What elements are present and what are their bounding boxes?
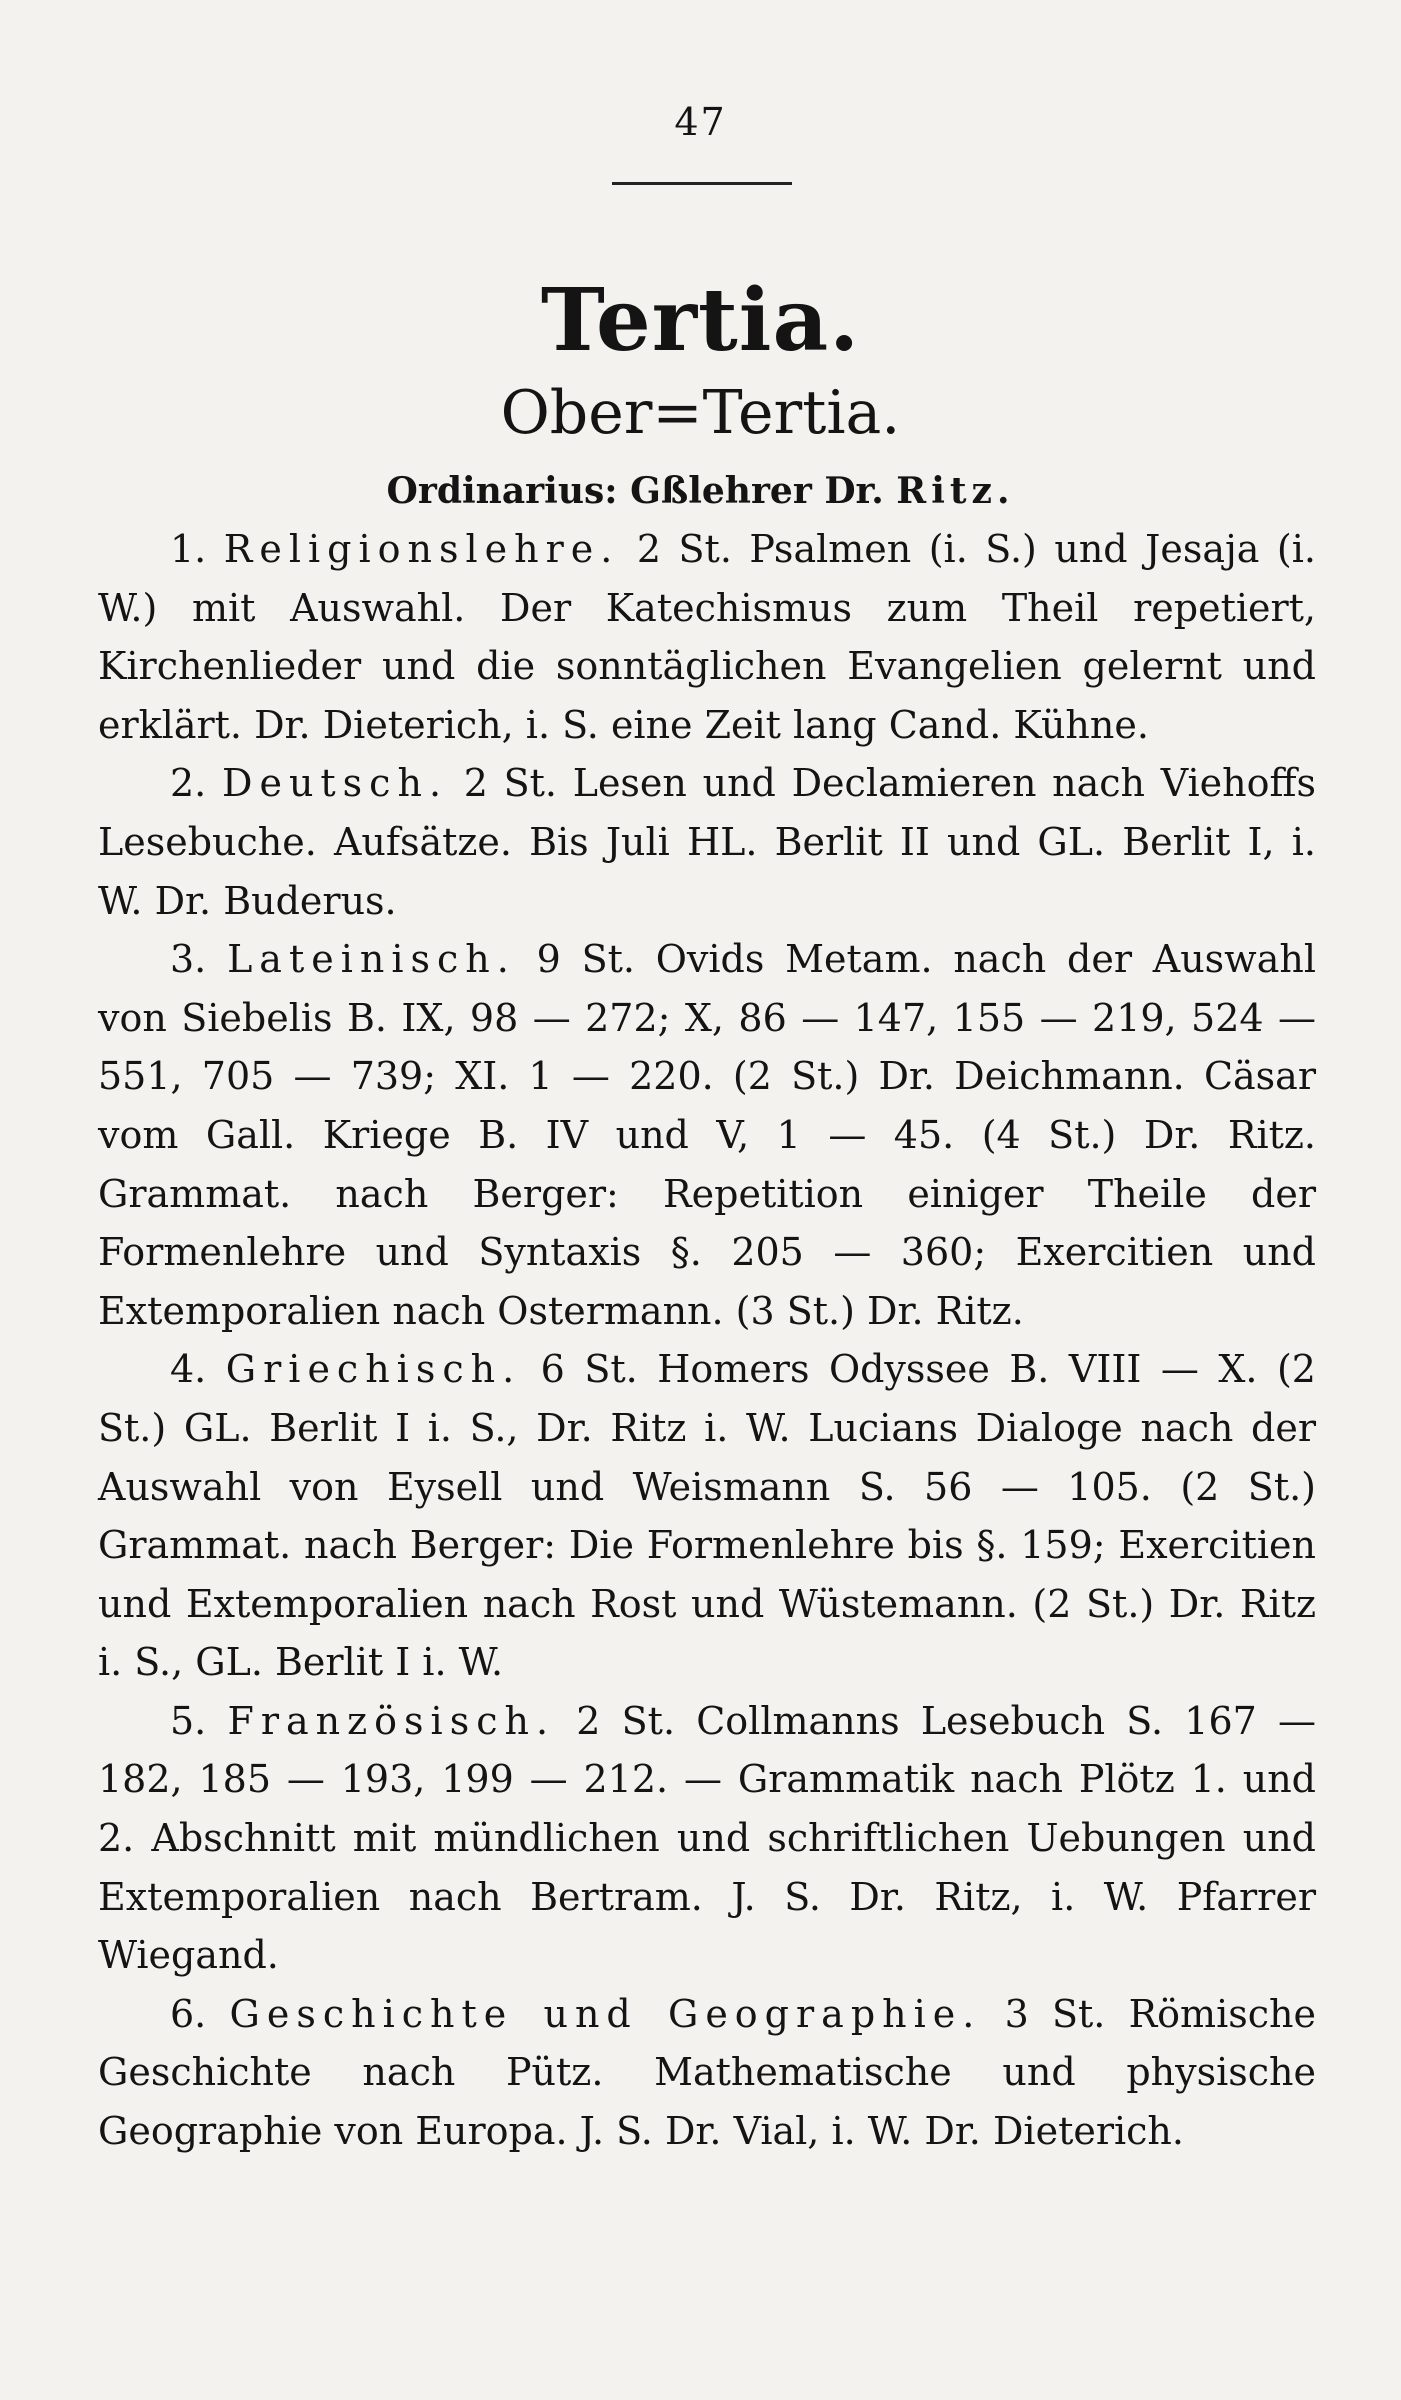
- page-header: [0, 100, 1401, 144]
- subject-text: 2 St. Collmanns Lesebuch S. 167 — 182, 185 — 193, 199 — 212. — Grammatik nach Plötz 1. und 2. Abschnitt mit mündlichen und schriftlichen Uebungen und Extemporalien nach Bertram. J. S. Dr. Ritz, i. W. Pfarrer Wiegand.: [98, 1698, 1316, 1978]
- section-subtitle: Ober=Tertia.: [500, 378, 901, 448]
- subject-paragraph: [98, 1985, 1316, 2161]
- subject-name: Religionslehre.: [223, 527, 620, 571]
- ordinarius-label: Ordinarius:: [386, 470, 618, 512]
- subject-number: 5.: [170, 1698, 207, 1743]
- subject-number: 6.: [170, 1991, 207, 2036]
- ordinarius-line: [0, 470, 1401, 512]
- header-rule: [612, 182, 792, 185]
- page-number: 47: [674, 100, 727, 144]
- document-body: [98, 520, 1316, 2161]
- subject-text: 9 St. Ovids Metam. nach der Auswahl von Siebelis B. IX, 98 — 272; X, 86 — 147, 155 — 219, 524 — 551, 705 — 739; XI. 1 — 220. (2 St.) Dr. Deichmann. Cäsar vom Gall. Kriege B. IV und V, 1 — 45. (4 St.) Dr. Ritz. Grammat. nach Berger: Repetition einiger Theile der Formenlehre und Syntaxis §. 205 — 360; Exercitien und Extemporalien nach Ostermann. (3 St.) Dr. Ritz.: [98, 937, 1316, 1333]
- subject-text: 3 St. Römische Geschichte nach Pütz. Mathematische und physische Geographie von Europa. J. S. Dr. Vial, i. W. Dr. Dieterich.: [98, 1991, 1316, 2154]
- subject-name: Deutsch.: [221, 761, 449, 806]
- subject-paragraph: [98, 1340, 1316, 1692]
- subject-text: 2 St. Psalmen (i. S.) und Jesaja (i. W.) mit Auswahl. Der Katechismus zum Theil repetiert, Kirchenlieder und die sonntäglichen Evangelien gelernt und erklärt. Dr. Dieterich, i. S. eine Zeit lang Cand. Kühne.: [98, 527, 1316, 747]
- ordinarius-name: Ritz.: [896, 470, 1015, 512]
- subject-paragraph: [98, 930, 1316, 1340]
- subject-number: 4.: [170, 1347, 207, 1392]
- subject-name: Geschichte und Geographie.: [229, 1991, 982, 2036]
- section-title: Tertia.: [540, 270, 861, 371]
- subject-paragraph: [98, 1692, 1316, 1985]
- subject-text: 6 St. Homers Odyssee B. VIII — X. (2 St.) GL. Berlit I i. S., Dr. Ritz i. W. Lucians Dialoge nach der Auswahl von Eysell und Weismann S. 56 — 105. (2 St.) Grammat. nach Berger: Die Formenlehre bis §. 159; Exercitien und Extemporalien nach Rost und Wüstemann. (2 St.) Dr. Ritz i. S., GL. Berlit I i. W.: [98, 1347, 1316, 1685]
- subject-number: 2.: [170, 761, 207, 806]
- subject-name: Griechisch.: [225, 1347, 522, 1392]
- subject-text: 2 St. Lesen und Declamieren nach Viehoffs Lesebuche. Aufsätze. Bis Juli HL. Berlit II und GL. Berlit I, i. W. Dr. Buderus.: [98, 761, 1316, 923]
- subject-paragraph: [98, 520, 1316, 754]
- subject-name: Französisch.: [227, 1698, 556, 1743]
- ordinarius-teacher: Gßlehrer Dr.: [630, 470, 884, 512]
- subject-number: 3.: [170, 937, 207, 982]
- subject-name: Lateinisch.: [227, 937, 516, 982]
- subject-paragraph: [98, 754, 1316, 930]
- subject-number: 1.: [170, 527, 207, 571]
